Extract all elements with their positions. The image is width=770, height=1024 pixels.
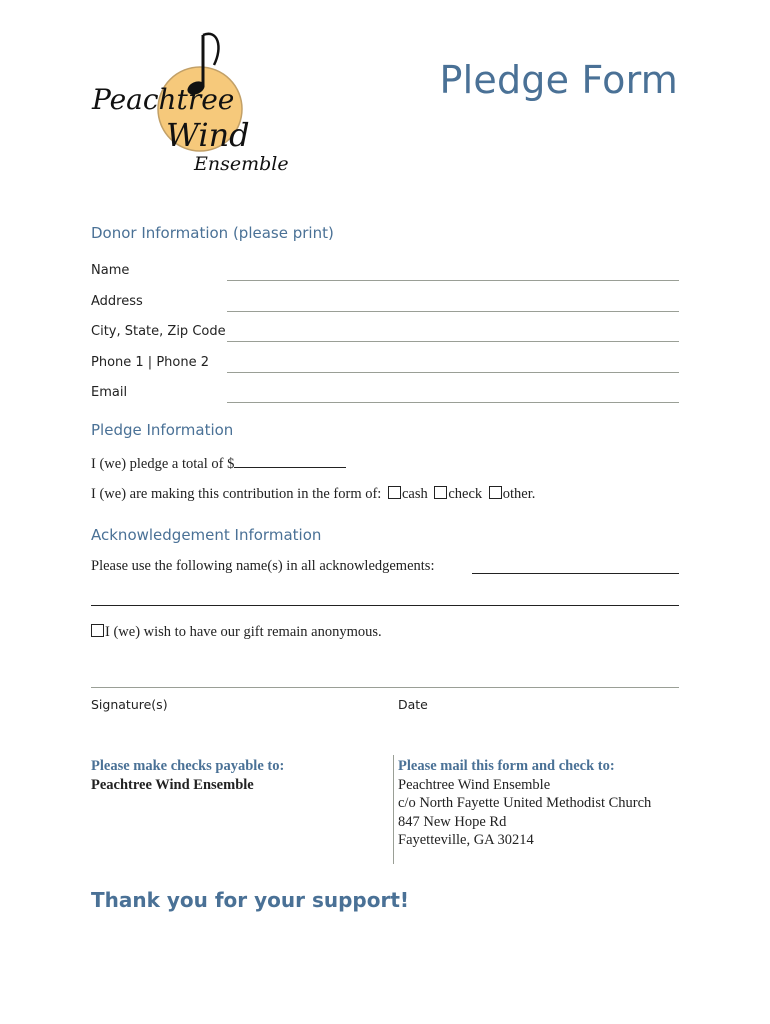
donor-heading: Donor Information (please print)	[91, 224, 334, 242]
address-label: Address	[91, 294, 143, 309]
signature-line[interactable]	[91, 687, 679, 688]
name-field[interactable]	[227, 280, 679, 281]
mail-divider	[393, 755, 394, 864]
check-label: check	[448, 486, 483, 502]
city-state-zip-field[interactable]	[227, 341, 679, 342]
anonymous-label: I (we) wish to have our gift remain anonymous.	[105, 624, 382, 640]
cash-checkbox[interactable]	[388, 486, 401, 499]
mail-line-3: 847 New Hope Rd	[398, 813, 507, 830]
anonymous-row	[91, 624, 382, 641]
pledge-total-row	[91, 453, 346, 473]
name-label: Name	[91, 263, 130, 278]
ack-names-field-2[interactable]	[91, 605, 679, 606]
ack-names-label: Please use the following name(s) in all acknowledgements:	[91, 558, 435, 574]
pledge-total-label: I (we) pledge a total of $	[91, 456, 235, 472]
email-label: Email	[91, 385, 128, 400]
logo	[90, 25, 300, 185]
city-state-zip-label: City, State, Zip Code	[91, 324, 226, 339]
payable-name: Peachtree Wind Ensemble	[91, 776, 254, 793]
mail-line-2: c/o North Fayette United Methodist Church	[398, 795, 652, 811]
mail-heading: Please mail this form and check to:	[398, 758, 615, 774]
payable-heading: Please make checks payable to:	[91, 758, 285, 774]
date-label: Date	[398, 697, 428, 712]
phone-label: Phone 1 | Phone 2	[91, 355, 209, 370]
address-field[interactable]	[227, 311, 679, 312]
ack-heading: Acknowledgement Information	[91, 526, 322, 544]
contribution-form-row	[91, 486, 535, 503]
payable-block	[91, 757, 284, 794]
logo-line-3: Ensemble	[194, 153, 289, 175]
pledge-amount-field[interactable]	[234, 453, 346, 468]
contribution-form-label: I (we) are making this contribution in the form of:	[91, 486, 382, 502]
mail-block	[398, 757, 651, 850]
ack-names-field[interactable]	[472, 573, 679, 574]
logo-line-2: Wind	[166, 116, 250, 154]
signature-label: Signature(s)	[91, 697, 168, 712]
mail-line-4: Fayetteville, GA 30214	[398, 832, 534, 848]
page-title: Pledge Form	[439, 58, 678, 102]
anonymous-checkbox[interactable]	[91, 624, 104, 637]
pledge-heading: Pledge Information	[91, 421, 234, 439]
logo-line-1: Peachtree	[92, 83, 235, 116]
cash-label: cash	[401, 486, 428, 502]
check-checkbox[interactable]	[434, 486, 447, 499]
thank-you-text: Thank you for your support!	[91, 888, 410, 912]
other-label: other.	[502, 486, 536, 502]
email-field[interactable]	[227, 402, 679, 403]
other-checkbox[interactable]	[489, 486, 502, 499]
mail-line-1: Peachtree Wind Ensemble	[398, 776, 551, 793]
phone-field[interactable]	[227, 372, 679, 373]
